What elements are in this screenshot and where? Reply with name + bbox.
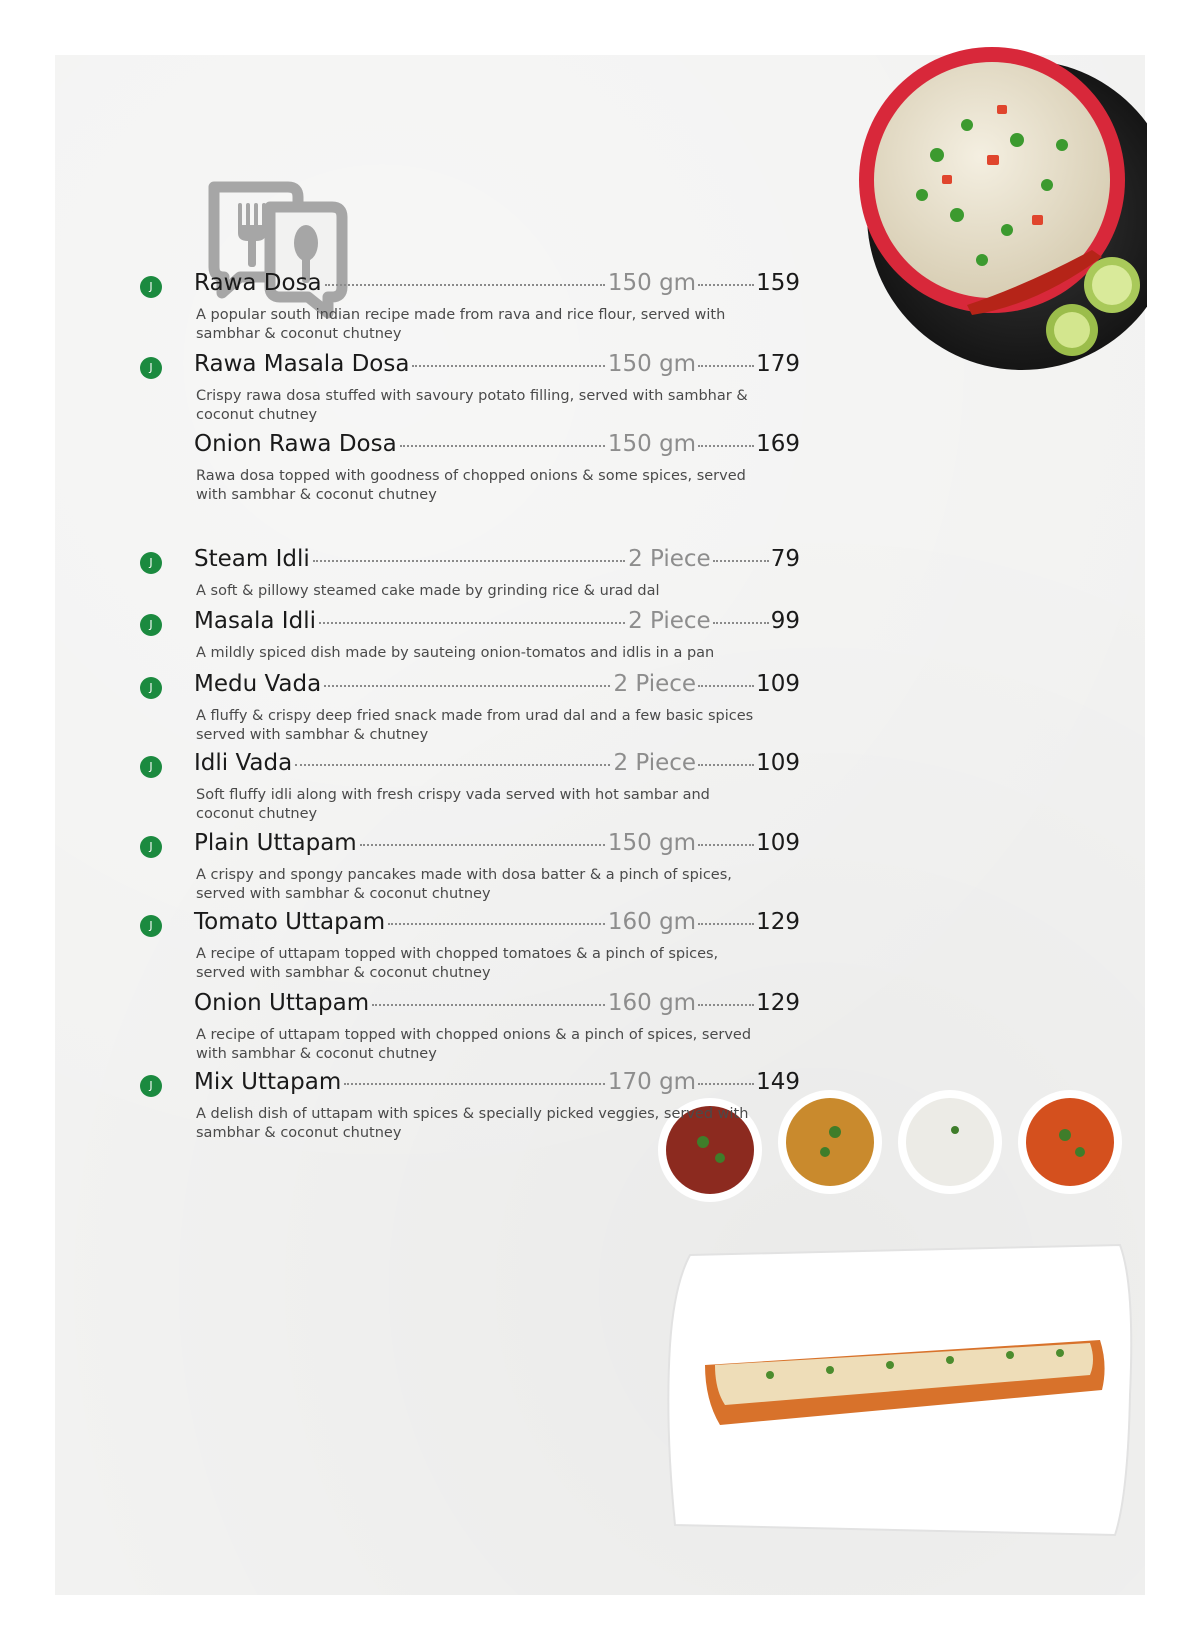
item-description: Crispy rawa dosa stuffed with savoury potato filling, served with sambhar & coconut chutney [196,388,748,423]
item-price: 109 [756,830,800,856]
item-name: Onion Rawa Dosa [194,431,397,457]
leader-dots [319,622,625,624]
item-quantity: 150 gm [607,270,697,296]
upma-bowl-image [847,45,1147,375]
item-description: Soft fluffy idli along with fresh crispy vada served with hot sambar and coconut chutney [196,787,710,822]
jain-badge-icon: J [140,552,162,574]
item-name: Onion Uttapam [194,990,370,1016]
leader-dots [698,365,754,367]
item-quantity: 150 gm [607,830,697,856]
item-description: Rawa dosa topped with goodness of chopped onions & some spices, served with sambhar & coconut chutney [196,468,746,503]
leader-dots [400,445,605,447]
leader-dots [713,622,769,624]
leader-dots [372,1004,605,1006]
item-description: A delish dish of uttapam with spices & specially picked veggies, served with sambhar & coconut chutney [196,1106,749,1141]
jain-badge-icon: J [140,756,162,778]
leader-dots [698,445,754,447]
item-name: Medu Vada [194,671,322,697]
item-name: Rawa Masala Dosa [194,351,410,377]
leader-dots [698,1004,754,1006]
item-name: Rawa Dosa [194,270,322,296]
cheese-dosa-plate-image [660,1225,1140,1560]
item-quantity: 2 Piece [613,750,697,776]
item-description: A recipe of uttapam topped with chopped onions & a pinch of spices, served with sambhar & coconut chutney [196,1027,752,1062]
item-name: Idli Vada [194,750,293,776]
leader-dots [698,844,754,846]
item-name: Steam Idli [194,546,310,572]
jain-badge-icon: J [140,836,162,858]
item-quantity: 2 Piece [613,671,697,697]
leader-dots [313,560,625,562]
item-description: A popular south indian recipe made from rava and rice flour, served with sambhar & coconut chutney [196,307,726,342]
item-description: A crispy and spongy pancakes made with dosa batter & a pinch of spices, served with sambhar & coconut chutney [196,867,732,902]
item-quantity: 160 gm [607,990,697,1016]
item-name: Plain Uttapam [194,830,357,856]
jain-badge-icon: J [140,915,162,937]
item-price: 159 [756,270,800,296]
item-quantity: 150 gm [607,431,697,457]
leader-dots [698,923,754,925]
jain-badge-icon: J [140,677,162,699]
leader-dots [698,1083,754,1085]
item-description: A soft & pillowy steamed cake made by grinding rice & urad dal [196,583,660,599]
item-price: 169 [756,431,800,457]
item-quantity: 2 Piece [628,608,711,634]
item-price: 99 [770,608,800,634]
jain-badge-icon: J [140,357,162,379]
item-price: 109 [756,750,800,776]
menu-page [55,55,1145,1595]
leader-dots [713,560,769,562]
item-price: 179 [756,351,800,377]
item-price: 129 [756,909,800,935]
item-name: Masala Idli [194,608,316,634]
item-price: 129 [756,990,800,1016]
leader-dots [360,844,605,846]
item-price: 109 [756,671,800,697]
leader-dots [324,685,610,687]
item-name: Tomato Uttapam [194,909,386,935]
leader-dots [325,284,605,286]
leader-dots [698,685,754,687]
item-price: 149 [756,1069,800,1095]
item-quantity: 150 gm [607,351,697,377]
item-description: A recipe of uttapam topped with chopped tomatoes & a pinch of spices, served with sambhar & coconut chutney [196,946,719,981]
jain-badge-icon: J [140,614,162,636]
jain-badge-icon: J [140,276,162,298]
item-quantity: 160 gm [607,909,697,935]
item-name: Mix Uttapam [194,1069,342,1095]
item-description: A fluffy & crispy deep fried snack made from urad dal and a few basic spices served with sambhar & chutney [196,708,754,743]
item-price: 79 [770,546,800,572]
leader-dots [698,284,754,286]
item-description: A mildly spiced dish made by sauteing onion-tomatos and idlis in a pan [196,645,715,661]
leader-dots [412,365,604,367]
leader-dots [388,923,605,925]
leader-dots [344,1083,605,1085]
leader-dots [295,764,610,766]
item-quantity: 2 Piece [628,546,711,572]
leader-dots [698,764,754,766]
jain-badge-icon: J [140,1075,162,1097]
item-quantity: 170 gm [607,1069,697,1095]
